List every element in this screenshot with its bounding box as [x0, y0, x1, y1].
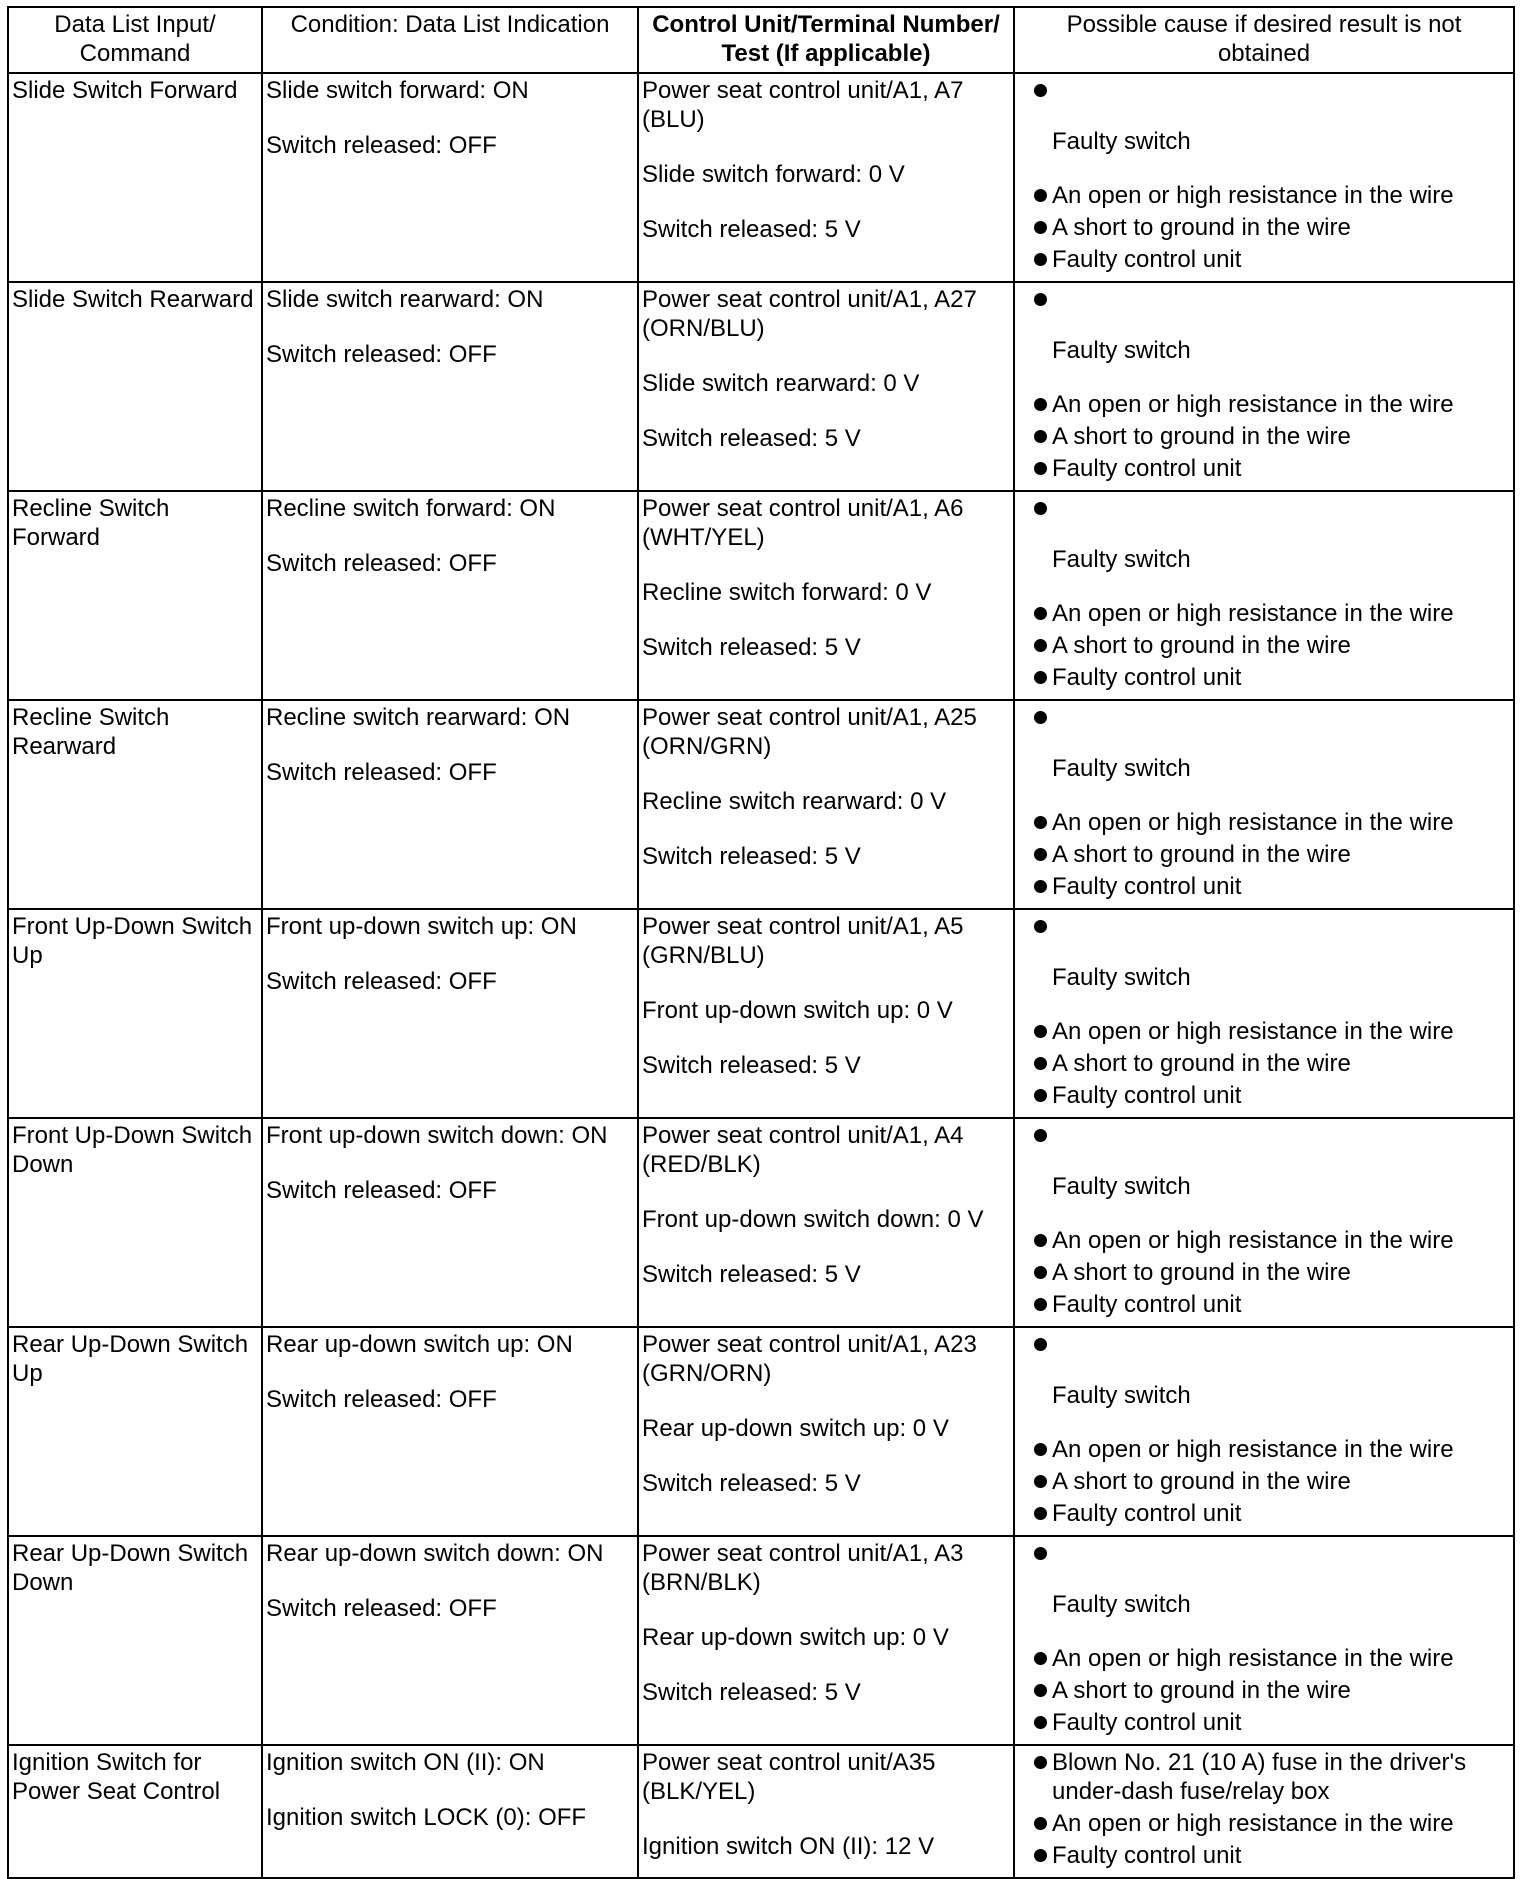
cause-item: [1034, 840, 1510, 869]
bullet-icon: [1034, 84, 1047, 97]
terminal-number: Power seat control unit/A35 (BLK/YEL): [642, 1749, 936, 1805]
terminal-cell: [638, 1118, 1014, 1327]
condition-on: Recline switch forward: ON: [266, 495, 556, 522]
cause-text: Blown No. 21 (10 A) fuse in the driver's under-dash fuse/relay box: [1052, 1749, 1467, 1805]
cause-list: [1018, 1121, 1510, 1149]
condition-cell: [262, 909, 638, 1118]
test-on: Recline switch forward: 0 V: [642, 579, 932, 606]
cause-text: An open or high resistance in the wire: [1052, 391, 1454, 418]
test-off: Switch released: 5 V: [642, 1470, 861, 1497]
cause-item: [1034, 1290, 1510, 1319]
cause-text: A short to ground in the wire: [1052, 214, 1351, 241]
cause-item: [1034, 872, 1510, 901]
cause-faulty-switch: Faulty switch: [1052, 546, 1191, 573]
cause-item: [1034, 285, 1510, 313]
terminal-number: Power seat control unit/A1, A5 (GRN/BLU): [642, 913, 964, 969]
cause-list: [1018, 703, 1510, 731]
test-on: Slide switch forward: 0 V: [642, 161, 905, 188]
cause-item: [1034, 1809, 1510, 1838]
cause-list: [1018, 1435, 1510, 1528]
test-off: Switch released: 5 V: [642, 843, 861, 870]
cause-item: [1034, 1226, 1510, 1255]
condition-off: Switch released: OFF: [266, 759, 497, 786]
command-cell: Rear Up-Down Switch Up: [8, 1327, 262, 1536]
bullet-icon: [1034, 1756, 1047, 1769]
bullet-icon: [1034, 607, 1047, 620]
table-row: [8, 282, 1514, 491]
bullet-icon: [1034, 1025, 1047, 1038]
cause-text: An open or high resistance in the wire: [1052, 600, 1454, 627]
cause-item: [1034, 912, 1510, 940]
data-list-table: [7, 6, 1515, 1879]
cause-text: Faulty control unit: [1052, 1709, 1242, 1736]
terminal-number: Power seat control unit/A1, A27 (ORN/BLU): [642, 286, 977, 342]
cause-list: [1018, 76, 1510, 104]
header-condition: Condition: Data List Indication: [262, 7, 638, 73]
cause-text: A short to ground in the wire: [1052, 1677, 1351, 1704]
cause-faulty-switch: Faulty switch: [1052, 128, 1191, 155]
cause-cell: [1014, 282, 1514, 491]
condition-off: Switch released: OFF: [266, 1177, 497, 1204]
condition-cell: [262, 1327, 638, 1536]
command-cell: Rear Up-Down Switch Down: [8, 1536, 262, 1745]
condition-cell: [262, 282, 638, 491]
cause-cell: [1014, 1536, 1514, 1745]
cause-text: An open or high resistance in the wire: [1052, 1810, 1454, 1837]
cause-item: [1034, 1121, 1510, 1149]
table-row: [8, 909, 1514, 1118]
test-off: Switch released: 5 V: [642, 216, 861, 243]
cause-cell: [1014, 1327, 1514, 1536]
bullet-icon: [1034, 639, 1047, 652]
cause-text: An open or high resistance in the wire: [1052, 809, 1454, 836]
cause-text: Faulty control unit: [1052, 1842, 1242, 1869]
cause-item: [1034, 663, 1510, 692]
cause-cell: [1014, 491, 1514, 700]
test-on: Slide switch rearward: 0 V: [642, 370, 920, 397]
condition-cell: [262, 1745, 638, 1878]
condition-off: Ignition switch LOCK (0): OFF: [266, 1804, 587, 1831]
cause-item: [1034, 390, 1510, 419]
table-row: [8, 1536, 1514, 1745]
cause-faulty-switch: Faulty switch: [1052, 755, 1191, 782]
condition-cell: [262, 491, 638, 700]
bullet-icon: [1034, 1089, 1047, 1102]
cause-text: A short to ground in the wire: [1052, 1468, 1351, 1495]
condition-off: Switch released: OFF: [266, 1386, 497, 1413]
terminal-cell: [638, 909, 1014, 1118]
cause-text: An open or high resistance in the wire: [1052, 1018, 1454, 1045]
cause-text: Faulty control unit: [1052, 246, 1242, 273]
table-row: [8, 73, 1514, 282]
test-on: Front up-down switch up: 0 V: [642, 997, 953, 1024]
bullet-icon: [1034, 221, 1047, 234]
table-row-ignition: [8, 1745, 1514, 1878]
bullet-icon: [1034, 1817, 1047, 1830]
condition-off: Switch released: OFF: [266, 550, 497, 577]
cause-faulty-switch: Faulty switch: [1052, 1591, 1191, 1618]
cause-item: [1034, 703, 1510, 731]
test-on: Rear up-down switch up: 0 V: [642, 1624, 949, 1651]
terminal-cell: [638, 700, 1014, 909]
header-terminal: Control Unit/Terminal Number/ Test (If applicable): [638, 7, 1014, 73]
cause-text: Faulty control unit: [1052, 455, 1242, 482]
cause-list: [1018, 1644, 1510, 1737]
bullet-icon: [1034, 1716, 1047, 1729]
terminal-number: Power seat control unit/A1, A25 (ORN/GRN): [642, 704, 977, 760]
test-off: Switch released: 5 V: [642, 1261, 861, 1288]
condition-on: Front up-down switch down: ON: [266, 1122, 608, 1149]
cause-item: [1034, 1435, 1510, 1464]
bullet-icon: [1034, 1298, 1047, 1311]
cause-list: [1018, 1330, 1510, 1358]
cause-text: An open or high resistance in the wire: [1052, 182, 1454, 209]
cause-item: [1034, 76, 1510, 104]
cause-faulty-switch: Faulty switch: [1052, 1173, 1191, 1200]
cause-cell: [1014, 1745, 1514, 1878]
cause-text: An open or high resistance in the wire: [1052, 1227, 1454, 1254]
cause-list: [1018, 808, 1510, 901]
bullet-icon: [1034, 1057, 1047, 1070]
bullet-icon: [1034, 1849, 1047, 1862]
test-off: Switch released: 5 V: [642, 1052, 861, 1079]
cause-item: [1034, 422, 1510, 451]
condition-cell: [262, 1118, 638, 1327]
condition-off: Switch released: OFF: [266, 1595, 497, 1622]
bullet-icon: [1034, 189, 1047, 202]
bullet-icon: [1034, 1547, 1047, 1560]
terminal-number: Power seat control unit/A1, A6 (WHT/YEL): [642, 495, 964, 551]
cause-item: [1034, 245, 1510, 274]
test-on: Recline switch rearward: 0 V: [642, 788, 947, 815]
terminal-number: Power seat control unit/A1, A4 (RED/BLK): [642, 1122, 964, 1178]
cause-list: [1018, 285, 1510, 313]
cause-text: A short to ground in the wire: [1052, 1050, 1351, 1077]
cause-item: [1034, 631, 1510, 660]
cause-text: Faulty control unit: [1052, 1291, 1242, 1318]
cause-list: [1018, 390, 1510, 483]
terminal-cell: [638, 491, 1014, 700]
table-row: [8, 1118, 1514, 1327]
test-on: Ignition switch ON (II): 12 V: [642, 1833, 935, 1860]
bullet-icon: [1034, 430, 1047, 443]
condition-on: Rear up-down switch down: ON: [266, 1540, 604, 1567]
command-cell: Slide Switch Forward: [8, 73, 262, 282]
cause-list: [1018, 1748, 1510, 1870]
cause-item: [1034, 1330, 1510, 1358]
cause-text: Faulty control unit: [1052, 1082, 1242, 1109]
test-on: Front up-down switch down: 0 V: [642, 1206, 984, 1233]
cause-list: [1018, 1539, 1510, 1567]
cause-cell: [1014, 909, 1514, 1118]
bullet-icon: [1034, 398, 1047, 411]
cause-list: [1018, 181, 1510, 274]
bullet-icon: [1034, 880, 1047, 893]
bullet-icon: [1034, 462, 1047, 475]
cause-list: [1018, 494, 1510, 522]
terminal-cell: [638, 73, 1014, 282]
bullet-icon: [1034, 1338, 1047, 1351]
cause-list: [1018, 1017, 1510, 1110]
cause-item: [1034, 1258, 1510, 1287]
cause-faulty-switch: Faulty switch: [1052, 964, 1191, 991]
cause-item: [1034, 1841, 1510, 1870]
command-cell: Slide Switch Rearward: [8, 282, 262, 491]
cause-item: [1034, 1081, 1510, 1110]
terminal-number: Power seat control unit/A1, A7 (BLU): [642, 77, 964, 133]
bullet-icon: [1034, 1129, 1047, 1142]
cause-item: [1034, 808, 1510, 837]
test-off: Switch released: 5 V: [642, 634, 861, 661]
cause-text: An open or high resistance in the wire: [1052, 1436, 1454, 1463]
command-cell: Front Up-Down Switch Down: [8, 1118, 262, 1327]
cause-text: Faulty control unit: [1052, 873, 1242, 900]
bullet-icon: [1034, 1684, 1047, 1697]
condition-on: Rear up-down switch up: ON: [266, 1331, 573, 1358]
cause-item: [1034, 1748, 1510, 1806]
test-off: Switch released: 5 V: [642, 1679, 861, 1706]
condition-on: Front up-down switch up: ON: [266, 913, 577, 940]
command-cell: Ignition Switch for Power Seat Control: [8, 1745, 262, 1878]
bullet-icon: [1034, 1266, 1047, 1279]
bullet-icon: [1034, 1234, 1047, 1247]
terminal-cell: [638, 282, 1014, 491]
bullet-icon: [1034, 502, 1047, 515]
header-row: [8, 7, 1514, 73]
cause-item: [1034, 1049, 1510, 1078]
cause-text: A short to ground in the wire: [1052, 841, 1351, 868]
cause-faulty-switch: Faulty switch: [1052, 337, 1191, 364]
test-off: Switch released: 5 V: [642, 425, 861, 452]
terminal-cell: [638, 1327, 1014, 1536]
condition-cell: [262, 1536, 638, 1745]
cause-item: [1034, 1644, 1510, 1673]
condition-off: Switch released: OFF: [266, 132, 497, 159]
cause-item: [1034, 1499, 1510, 1528]
cause-item: [1034, 213, 1510, 242]
test-on: Rear up-down switch up: 0 V: [642, 1415, 949, 1442]
header-command: Data List Input/ Command: [8, 7, 262, 73]
bullet-icon: [1034, 816, 1047, 829]
cause-item: [1034, 1539, 1510, 1567]
table-row: [8, 491, 1514, 700]
command-cell: Front Up-Down Switch Up: [8, 909, 262, 1118]
cause-item: [1034, 1467, 1510, 1496]
cause-cell: [1014, 73, 1514, 282]
cause-list: [1018, 1226, 1510, 1319]
table-row: [8, 1327, 1514, 1536]
cause-item: [1034, 1708, 1510, 1737]
condition-on: Recline switch rearward: ON: [266, 704, 571, 731]
terminal-cell: [638, 1536, 1014, 1745]
bullet-icon: [1034, 253, 1047, 266]
terminal-cell: [638, 1745, 1014, 1878]
cause-text: An open or high resistance in the wire: [1052, 1645, 1454, 1672]
command-cell: Recline Switch Rearward: [8, 700, 262, 909]
terminal-number: Power seat control unit/A1, A3 (BRN/BLK): [642, 1540, 964, 1596]
bullet-icon: [1034, 293, 1047, 306]
cause-cell: [1014, 700, 1514, 909]
cause-text: A short to ground in the wire: [1052, 423, 1351, 450]
cause-text: Faulty control unit: [1052, 1500, 1242, 1527]
cause-list: [1018, 912, 1510, 940]
condition-on: Slide switch forward: ON: [266, 77, 529, 104]
bullet-icon: [1034, 1443, 1047, 1456]
terminal-number: Power seat control unit/A1, A23 (GRN/ORN): [642, 1331, 977, 1387]
cause-faulty-switch: Faulty switch: [1052, 1382, 1191, 1409]
condition-cell: [262, 73, 638, 282]
cause-item: [1034, 599, 1510, 628]
cause-text: Faulty control unit: [1052, 664, 1242, 691]
condition-off: Switch released: OFF: [266, 341, 497, 368]
table-row: [8, 700, 1514, 909]
cause-list: [1018, 599, 1510, 692]
condition-off: Switch released: OFF: [266, 968, 497, 995]
bullet-icon: [1034, 920, 1047, 933]
cause-item: [1034, 454, 1510, 483]
condition-on: Slide switch rearward: ON: [266, 286, 544, 313]
bullet-icon: [1034, 711, 1047, 724]
cause-item: [1034, 1676, 1510, 1705]
cause-item: [1034, 494, 1510, 522]
bullet-icon: [1034, 848, 1047, 861]
bullet-icon: [1034, 1475, 1047, 1488]
bullet-icon: [1034, 671, 1047, 684]
cause-text: A short to ground in the wire: [1052, 632, 1351, 659]
cause-text: A short to ground in the wire: [1052, 1259, 1351, 1286]
condition-cell: [262, 700, 638, 909]
bullet-icon: [1034, 1507, 1047, 1520]
cause-item: [1034, 1017, 1510, 1046]
data-list-document: [7, 6, 1513, 1869]
header-possible-cause: Possible cause if desired result is not obtained: [1014, 7, 1514, 73]
bullet-icon: [1034, 1652, 1047, 1665]
cause-item: [1034, 181, 1510, 210]
command-cell: Recline Switch Forward: [8, 491, 262, 700]
condition-on: Ignition switch ON (II): ON: [266, 1749, 545, 1776]
cause-cell: [1014, 1118, 1514, 1327]
